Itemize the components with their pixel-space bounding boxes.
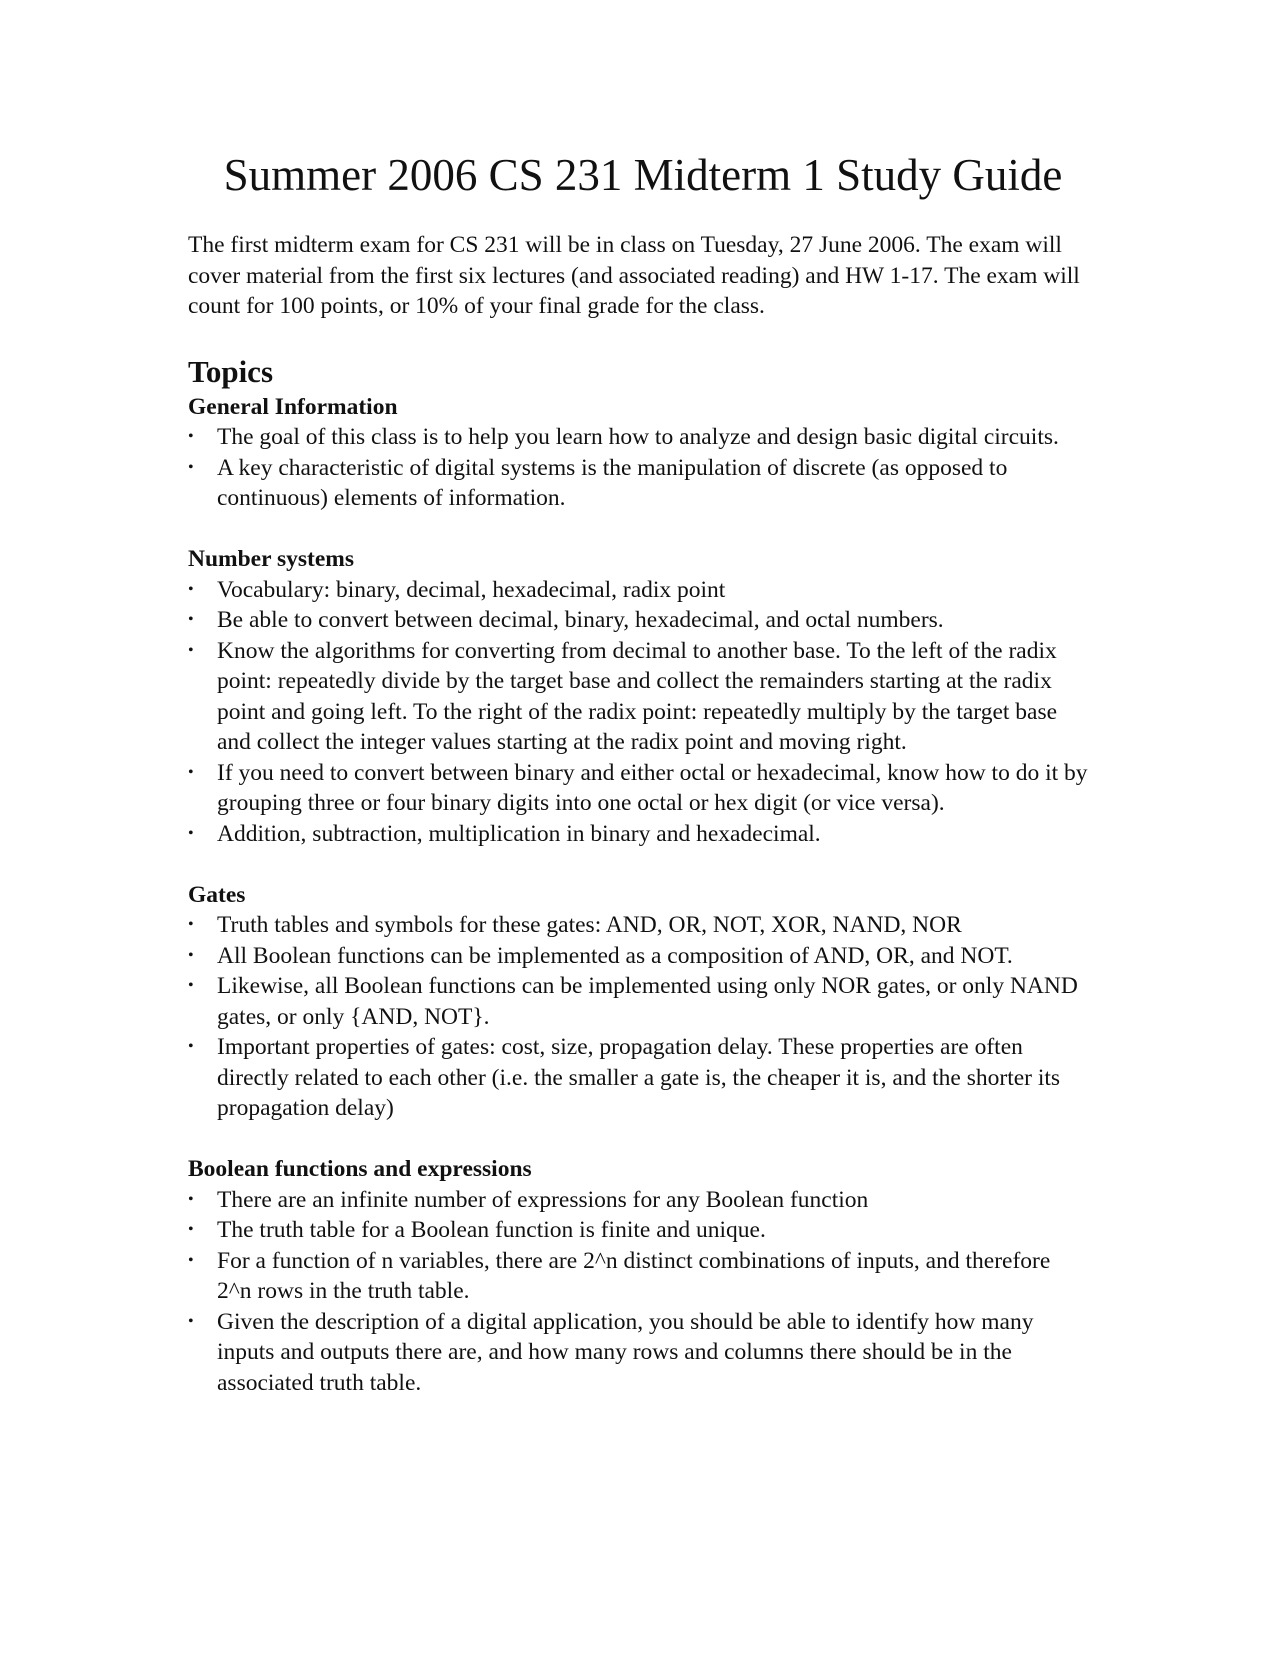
list-item xyxy=(188,636,1088,758)
list-item-text: A key characteristic of digital systems is the manipulation of discrete (as opposed to continuous) elements of information. xyxy=(217,454,1008,511)
list-item xyxy=(188,1246,1088,1307)
list-item-text: If you need to convert between binary and either octal or hexadecimal, know how to do it by grouping three or four binary digits into one octal or hex digit (or vice versa). xyxy=(217,759,1088,816)
list-item xyxy=(188,453,1088,514)
bullet-icon: • xyxy=(188,1312,194,1330)
bullet-list xyxy=(188,575,1088,850)
bullet-icon: • xyxy=(188,458,194,476)
list-item xyxy=(188,910,1088,941)
list-item-text: The goal of this class is to help you learn how to analyze and design basic digital circuits. xyxy=(217,424,1059,450)
bullet-icon: • xyxy=(188,641,194,659)
list-item-text: Important properties of gates: cost, size, propagation delay. These properties are often directly related to each other (i.e. the smaller a gate is, the cheaper it is, and the shorter its propagation delay) xyxy=(217,1034,1061,1121)
list-item xyxy=(188,1185,1088,1216)
list-item-text: The truth table for a Boolean function is finite and unique. xyxy=(217,1217,766,1243)
list-item xyxy=(188,758,1088,819)
list-item xyxy=(188,1307,1088,1399)
section-general-information xyxy=(188,392,1088,514)
section-boolean-functions xyxy=(188,1154,1088,1398)
bullet-icon: • xyxy=(188,580,194,598)
list-item-text: All Boolean functions can be implemented as a composition of AND, OR, and NOT. xyxy=(217,942,1013,969)
section-gates xyxy=(188,880,1088,1124)
page-title: Summer 2006 CS 231 Midterm 1 Study Guide xyxy=(223,150,1063,200)
section-heading: Boolean functions and expressions xyxy=(188,1156,532,1182)
list-item-text: There are an infinite number of expressions for any Boolean function xyxy=(217,1186,869,1213)
bullet-icon: • xyxy=(188,824,194,842)
section-number-systems xyxy=(188,544,1088,849)
bullet-icon: • xyxy=(188,428,194,445)
list-item xyxy=(188,1215,1088,1246)
bullet-icon: • xyxy=(188,1038,194,1055)
document-page xyxy=(188,148,1088,1398)
bullet-list xyxy=(188,422,1088,514)
intro-paragraph: The first midterm exam for CS 231 will be in class on Tuesday, 27 June 2006. The exam will cover material from the first six lectures (and associated reading) and HW 1-17. The exam will count for 100 points, or 10% of your final grade for the class. xyxy=(188,232,1080,319)
bullet-icon: • xyxy=(188,763,194,781)
bullet-icon: • xyxy=(188,977,194,994)
bullet-icon: • xyxy=(188,1251,194,1269)
section-heading: General Information xyxy=(188,393,398,420)
list-item xyxy=(188,605,1088,636)
bullet-icon: • xyxy=(188,946,194,964)
list-item-text: For a function of n variables, there are 2^n distinct combinations of inputs, and therefore 2^n rows in the truth table. xyxy=(217,1247,1051,1304)
topics-heading: Topics xyxy=(188,353,274,389)
list-item xyxy=(188,941,1088,972)
bullet-list xyxy=(188,910,1088,1124)
bullet-list xyxy=(188,1185,1088,1399)
section-heading: Gates xyxy=(188,881,246,908)
bullet-icon: • xyxy=(188,1190,194,1208)
list-item-text: Vocabulary: binary, decimal, hexadecimal, radix point xyxy=(217,576,726,603)
list-item xyxy=(188,819,1088,850)
list-item-text: Truth tables and symbols for these gates: AND, OR, NOT, XOR, NAND, NOR xyxy=(217,912,962,938)
list-item-text: Given the description of a digital application, you should be able to identify how many inputs and outputs there are, and how many rows and columns there should be in the associated truth table. xyxy=(217,1308,1034,1396)
list-item xyxy=(188,422,1088,453)
list-item-text: Likewise, all Boolean functions can be implemented using only NOR gates, or only NAND gates, or only {AND, NOT}. xyxy=(217,973,1078,1030)
list-item xyxy=(188,971,1088,1032)
bullet-icon: • xyxy=(188,1221,194,1238)
list-item xyxy=(188,1032,1088,1124)
bullet-icon: • xyxy=(188,611,194,628)
list-item-text: Know the algorithms for converting from decimal to another base. To the left of the radix point: repeatedly divide by the target base and collect the remainders starting at the radix point and going left. To the right of the radix point: repeatedly multiply by the target base and collect the integer values starting at the radix point and moving right. xyxy=(217,637,1058,755)
section-heading: Number systems xyxy=(188,546,355,572)
list-item-text: Be able to convert between decimal, binary, hexadecimal, and octal numbers. xyxy=(217,607,944,633)
list-item xyxy=(188,575,1088,606)
bullet-icon: • xyxy=(188,916,194,933)
list-item-text: Addition, subtraction, multiplication in binary and hexadecimal. xyxy=(217,820,821,847)
